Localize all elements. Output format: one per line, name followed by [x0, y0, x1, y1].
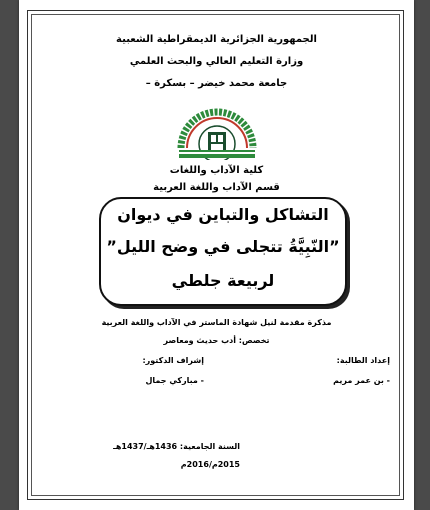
thesis-purpose: مذكرة مقدمة لنيل شهادة الماستر في الآداب واللغة العربية — [101, 318, 332, 327]
supervisor-label: إشراف الدكتور: — [142, 356, 204, 365]
document-page — [19, 0, 414, 510]
title-line-1: التشاكل والتباين في ديوان — [117, 205, 329, 224]
thesis-specialty: تخصص: أدب حديث ومعاصر — [163, 336, 270, 345]
academic-year-hijri: السنة الجامعية: 1436هـ/1437هـ — [113, 442, 240, 451]
student-label: إعداد الطالبة: — [336, 356, 390, 365]
republic-line: الجمهورية الجزائرية الديمقراطية الشعبية — [116, 34, 317, 45]
ministry-line: وزارة التعليم العالي والبحث العلمي — [129, 56, 304, 67]
university-logo — [177, 108, 257, 160]
department-name: قسم الآداب واللغة العربية — [153, 182, 280, 193]
supervisor-name: - مباركي جمال — [145, 376, 204, 385]
university-line: جامعة محمد خيضر – بسكرة – — [145, 78, 288, 89]
faculty-name: كلية الآداب واللغات — [169, 165, 264, 176]
title-line-3: لربيعة جلطي — [171, 271, 275, 290]
student-name: - بن عمر مريم — [333, 376, 390, 385]
title-box — [99, 197, 347, 306]
academic-year-gregorian: 2015م/2016م — [180, 460, 240, 469]
title-line-2: ”النّبِيَّةُ تتجلى في وضح الليل” — [106, 237, 340, 256]
